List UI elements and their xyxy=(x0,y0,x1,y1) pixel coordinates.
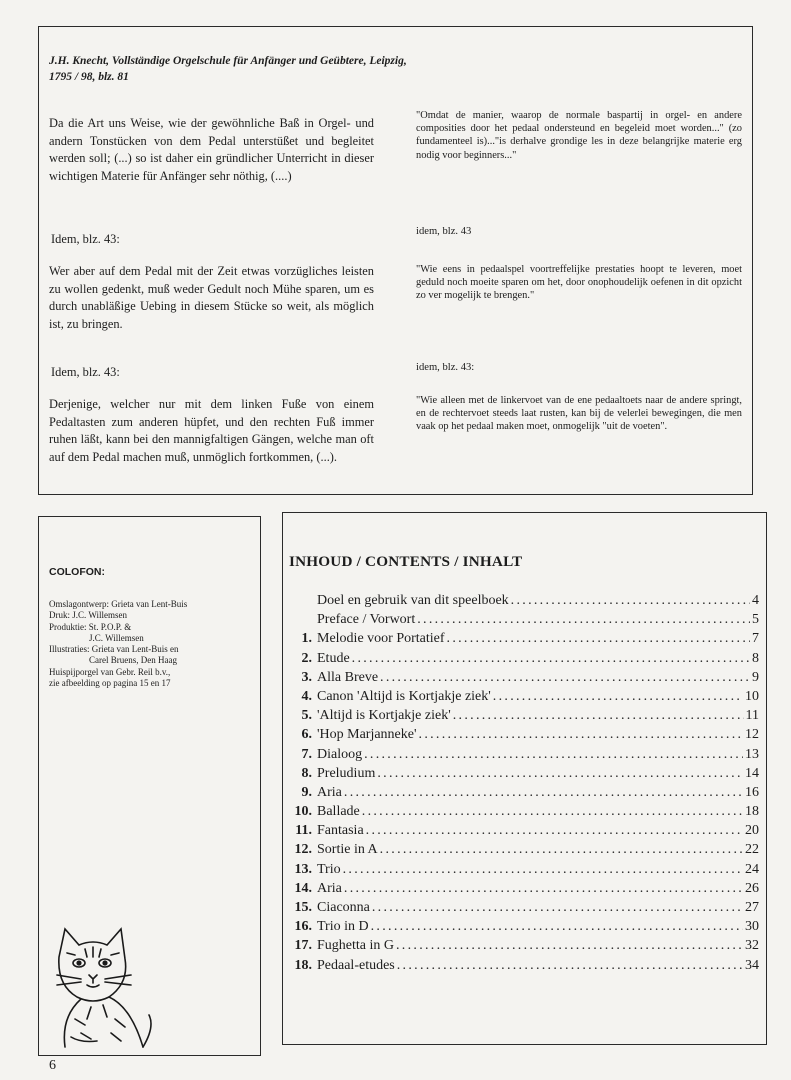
toc-number: 9. xyxy=(301,784,312,800)
toc-number: 2. xyxy=(301,650,312,666)
toc-page-number: 10 xyxy=(745,688,759,704)
contents-title: INHOUD / CONTENTS / INHALT xyxy=(289,553,523,570)
german-source-label-3: Idem, blz. 43: xyxy=(51,365,120,379)
toc-title: Ballade xyxy=(317,804,360,820)
table-of-contents xyxy=(287,593,759,977)
toc-number: 4. xyxy=(301,688,312,704)
toc-page-number: 26 xyxy=(745,880,759,896)
toc-page-number: 24 xyxy=(745,861,759,877)
toc-title: Melodie voor Portatief xyxy=(317,631,445,647)
toc-title: Fantasia xyxy=(317,823,364,839)
toc-title: Preludium xyxy=(317,765,376,781)
toc-title: Canon 'Altijd is Kortjakje ziek' xyxy=(317,688,491,704)
toc-number: 6. xyxy=(301,727,312,743)
toc-row xyxy=(287,612,759,631)
german-quote-3: Derjenige, welcher nur mit dem linken Fuße von einem Pedaltasten zum anderen hüpfet, und den rechten Fuß immer ruhen läßt, kann bei den mannigfaltigen Gängen, welche man oft auf dem Pedal machen muß, unmöglich fortkommen, (...). xyxy=(49,397,374,464)
toc-page-number: 27 xyxy=(745,900,759,915)
toc-page-number: 20 xyxy=(745,823,759,839)
toc-row xyxy=(287,938,759,957)
toc-row xyxy=(287,689,759,708)
toc-page-number: 9 xyxy=(752,669,759,685)
toc-number: 15. xyxy=(294,900,312,915)
toc-page-number: 13 xyxy=(745,746,759,762)
toc-page-number: 8 xyxy=(752,650,759,666)
toc-number: 5. xyxy=(301,708,312,724)
colofon-line: zie afbeelding op pagina 15 en 17 xyxy=(49,678,171,689)
colofon-line: Omslagontwerp: Grieta van Lent-Buis xyxy=(49,599,188,609)
toc-leader-dots xyxy=(377,766,743,782)
toc-number: 8. xyxy=(301,765,312,781)
toc-number: 16. xyxy=(294,919,312,935)
german-quote-2: Wer aber auf dem Pedal mit der Zeit etwas vorzügliches leisten zu wollen gedenkt, muß weder Gedult noch Mühe sparen, um es durch unabläßige Uebing in diesem Stücke so weit, als möglich ist, zu bringen. xyxy=(49,264,374,331)
toc-page-number: 18 xyxy=(745,804,759,820)
toc-title: Aria xyxy=(317,880,342,896)
toc-page-number: 34 xyxy=(745,957,759,973)
toc-title: Preface / Vorwort xyxy=(317,612,416,628)
toc-row xyxy=(287,727,759,746)
toc-page-number: 7 xyxy=(752,631,759,647)
toc-row xyxy=(287,919,759,938)
toc-title: Trio xyxy=(317,861,341,877)
toc-title: 'Hop Marjanneke' xyxy=(317,727,417,743)
toc-leader-dots xyxy=(366,823,743,839)
toc-title: Dialoog xyxy=(317,746,363,762)
toc-leader-dots xyxy=(453,708,744,724)
contents-section xyxy=(282,512,767,1045)
german-source-label-2: Idem, blz. 43: xyxy=(51,232,120,246)
dutch-quote-3: "Wie alleen met de linkervoet van de ene pedaaltoets naar de andere springt, en de rechtervoet steeds laat rusten, kan bij de velerlei bewegingen, die men vaak op het pedaal maken moet, onmogelijk "uit de voeten". xyxy=(416,395,742,433)
toc-leader-dots xyxy=(419,727,743,743)
toc-leader-dots xyxy=(493,689,743,705)
toc-row xyxy=(287,708,759,727)
toc-row xyxy=(287,747,759,766)
toc-number: 17. xyxy=(294,938,312,954)
toc-leader-dots xyxy=(362,804,743,820)
toc-leader-dots xyxy=(447,631,750,647)
toc-row xyxy=(287,842,759,861)
toc-page-number: 4 xyxy=(752,593,759,608)
toc-row xyxy=(287,881,759,900)
toc-number: 7. xyxy=(301,746,312,762)
colofon-line: Produktie: St. P.O.P. & xyxy=(49,621,132,632)
colofon-line: J.C. Willemsen xyxy=(89,632,144,643)
toc-page-number: 16 xyxy=(745,784,759,800)
dutch-quote-2: "Wie eens in pedaalspel voortreffelijke prestaties hoopt te leveren, moet geduld noch moeite sparen om het, door onophoudelijk oefenen in dit opzicht zo ver mogelijk te brengen." xyxy=(416,264,742,302)
toc-title: Pedaal-etudes xyxy=(317,957,395,973)
toc-leader-dots xyxy=(511,593,750,609)
toc-number: 3. xyxy=(301,669,312,685)
toc-page-number: 5 xyxy=(752,612,759,628)
colofon-line: Carel Bruens, Den Haag xyxy=(89,655,177,666)
toc-row xyxy=(287,862,759,881)
page-number: 6 xyxy=(49,1058,56,1073)
colofon-heading: COLOFON: xyxy=(49,566,105,578)
toc-number: 13. xyxy=(294,861,312,877)
toc-row xyxy=(287,900,759,919)
toc-title: 'Altijd is Kortjakje ziek' xyxy=(317,708,451,724)
toc-title: Doel en gebruik van dit speelboek xyxy=(317,593,509,608)
toc-page-number: 14 xyxy=(745,765,759,781)
toc-row xyxy=(287,593,759,612)
toc-row xyxy=(287,631,759,650)
toc-leader-dots xyxy=(344,785,743,801)
toc-number: 18. xyxy=(294,957,312,973)
colofon-line: Illustraties: Grieta van Lent-Buis en xyxy=(49,644,179,655)
cat-illustration-icon xyxy=(51,907,161,1049)
toc-row xyxy=(287,766,759,785)
toc-number: 12. xyxy=(294,842,312,858)
german-quote-1: Da die Art uns Weise, wie der gewöhnliche Baß in Orgel- und andern Tonstücken von dem Pedal unterstüßet und begleitet werden soll; (...) so ist daher ein gründlicher Unterricht in dieser wichtigen Materie für Anfänger sehr nöthig, (....) xyxy=(49,116,374,183)
toc-title: Trio in D xyxy=(317,919,369,935)
toc-row xyxy=(287,823,759,842)
toc-title: Fughetta in G xyxy=(317,938,394,954)
dutch-source-label-3: idem, blz. 43: xyxy=(416,362,475,373)
toc-leader-dots xyxy=(364,747,743,763)
toc-leader-dots xyxy=(380,670,750,686)
toc-leader-dots xyxy=(417,612,750,628)
toc-row xyxy=(287,958,759,977)
dutch-quote-1: "Omdat de manier, waarop de normale baspartij in orgel- en andere composities door het pedaal ondersteund en begeleid moet worden..." (zo fundamenteel is)..."is derhalve grondige les in deze belangrijke materie erg nodig voor beginners..." xyxy=(416,110,742,161)
toc-row xyxy=(287,670,759,689)
toc-leader-dots xyxy=(372,900,743,916)
colofon-section xyxy=(38,516,261,1056)
toc-number: 10. xyxy=(294,804,312,820)
toc-number: 1. xyxy=(301,631,312,647)
toc-title: Aria xyxy=(317,784,342,800)
toc-leader-dots xyxy=(397,958,743,974)
toc-row xyxy=(287,651,759,670)
source-title: J.H. Knecht, Vollständige Orgelschule für Anfänger und Geübtere, Leipzig, 1795 / 98, blz. 81 xyxy=(49,55,407,83)
dutch-source-label-2: idem, blz. 43 xyxy=(416,226,472,237)
toc-leader-dots xyxy=(352,651,750,667)
toc-title: Etude xyxy=(317,650,350,666)
toc-page-number: 30 xyxy=(745,919,759,935)
toc-row xyxy=(287,804,759,823)
toc-page-number: 22 xyxy=(745,842,759,858)
quote-section xyxy=(38,26,753,495)
toc-title: Sortie in A xyxy=(317,842,378,858)
toc-page-number: 11 xyxy=(745,708,759,724)
toc-leader-dots xyxy=(371,919,743,935)
colofon-line: Huispijporgel van Gebr. Reil b.v., xyxy=(49,666,171,677)
toc-row xyxy=(287,785,759,804)
toc-leader-dots xyxy=(344,881,743,897)
colofon-line: Druk: J.C. Willemsen xyxy=(49,610,127,621)
toc-title: Alla Breve xyxy=(317,669,379,685)
toc-leader-dots xyxy=(343,862,743,878)
colofon-lines xyxy=(49,599,257,689)
toc-leader-dots xyxy=(380,842,743,858)
toc-page-number: 32 xyxy=(745,938,759,954)
toc-number: 11. xyxy=(295,823,312,839)
toc-number: 14. xyxy=(294,880,312,896)
toc-leader-dots xyxy=(396,938,743,954)
toc-title: Ciaconna xyxy=(317,900,370,915)
toc-page-number: 12 xyxy=(745,727,759,743)
